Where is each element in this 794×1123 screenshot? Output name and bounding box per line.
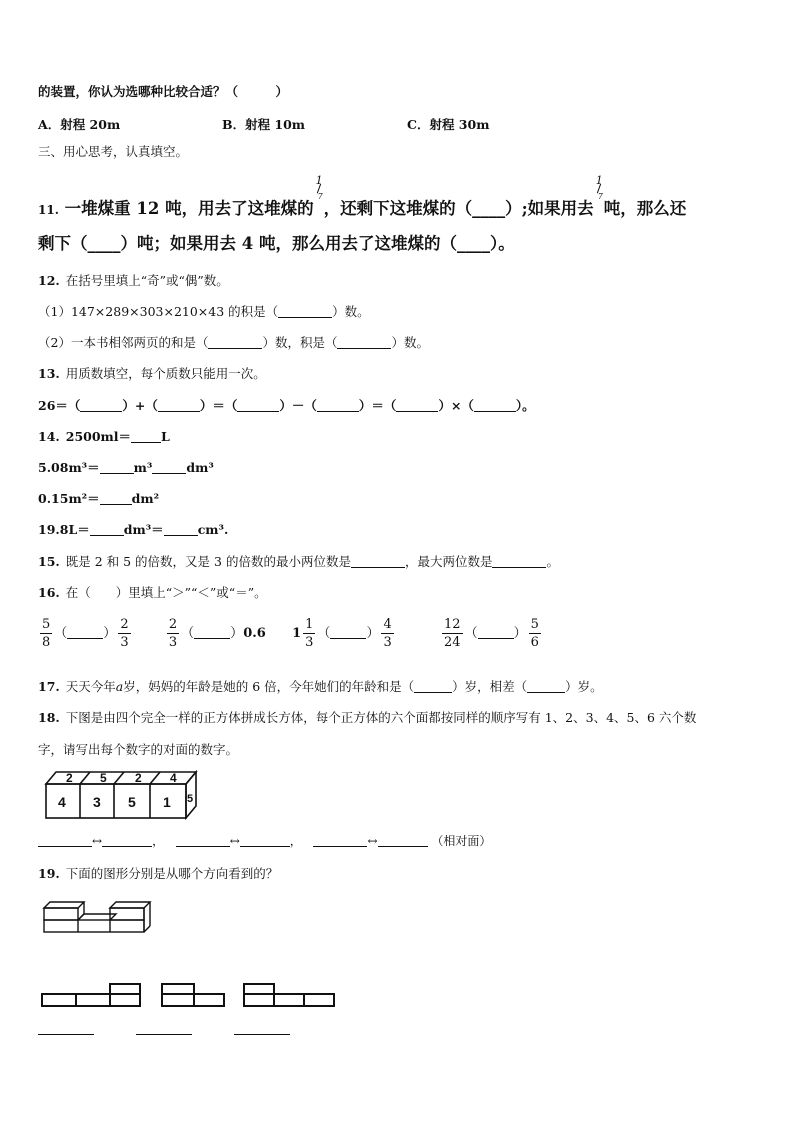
q15: 15. 既是 2 和 5 的倍数，又是 3 的倍数的最小两位数是 ，最大两位数是 。 <box>38 554 559 569</box>
front-digit: 3 <box>93 794 101 810</box>
q18-line-2: 字，请写出每个数字的对面的数字。 <box>38 742 239 757</box>
side-digit: 5 <box>187 793 194 805</box>
top-digit: 2 <box>66 771 73 785</box>
section-3-title: 三、用心思考，认真填空。 <box>38 144 189 159</box>
answer-blank[interactable] <box>378 834 428 847</box>
q19-title: 19. 下面的图形分别是从哪个方向看到的？ <box>38 866 279 881</box>
answer-blank[interactable] <box>176 834 230 847</box>
answer-blank[interactable] <box>100 492 132 505</box>
answer-blank[interactable] <box>527 680 565 693</box>
front-digit: 4 <box>58 794 66 810</box>
answer-blank[interactable] <box>152 461 186 474</box>
q11-line-2: 剩下（____）吨；如果用去 4 吨，那么用去了这堆煤的（____）。 <box>38 234 515 253</box>
answer-blank[interactable] <box>317 399 359 412</box>
q11-line-1: 11. 一堆煤重 12 吨，用去了这堆煤的 1 7 ，还剩下这堆煤的（____）;如果用去 1 7 吨，那么还 <box>38 174 687 218</box>
answer-blank[interactable] <box>208 336 262 349</box>
answer-blank[interactable] <box>237 399 279 412</box>
top-digit: 4 <box>170 771 177 785</box>
q12-sub2: （2）一本书相邻两页的和是（ ）数，积是（ ）数。 <box>38 335 429 350</box>
q11-fraction-2: 1 7 <box>595 174 603 201</box>
compare-blank[interactable] <box>194 626 230 639</box>
top-digit: 2 <box>135 771 142 785</box>
q16-item-3: 1 $\frac{1}{3}$ （ ） $\frac{4}{3}$ <box>292 617 392 650</box>
q16-item-1: $\frac{5}{8}$ （ ） $\frac{2}{3}$ <box>42 617 129 650</box>
answer-blank[interactable] <box>136 1022 192 1035</box>
q10-option-b[interactable]: B．射程 10m <box>222 117 306 132</box>
q16-title: 16. 在（ ）里填上“＞”“＜”或“＝”。 <box>38 585 267 600</box>
q10-question-tail: 的装置，你认为选哪种比较合适？（ ） <box>38 84 289 99</box>
q16-item-2: $\frac{2}{3}$ （ ）0.6 <box>168 617 266 650</box>
compare-blank[interactable] <box>478 626 514 639</box>
q13-title: 13. 用质数填空，每个质数只能用一次。 <box>38 366 266 381</box>
answer-blank[interactable] <box>102 834 152 847</box>
answer-blank[interactable] <box>234 1022 290 1035</box>
view-3 <box>244 984 334 1006</box>
cuboid-figure <box>42 770 202 820</box>
blocks-3d-figure <box>40 900 160 936</box>
answer-blank[interactable] <box>492 555 546 568</box>
q18-line-1: 18. 下图是由四个完全一样的正方体拼成长方体，每个正方体的六个面都按同样的顺序写有 1、2、3、4、5、6 六个数 <box>38 710 697 725</box>
q12-sub1: （1）147×289×303×210×43 的积是（ ）数。 <box>38 304 370 319</box>
q11-fraction-1: 1 7 <box>315 174 323 201</box>
answer-blank[interactable] <box>38 834 92 847</box>
front-digit: 5 <box>128 794 136 810</box>
q12-title: 12. 在括号里填上“奇”或“偶”数。 <box>38 273 229 288</box>
answer-blank[interactable] <box>240 834 290 847</box>
answer-blank[interactable] <box>90 523 124 536</box>
answer-blank[interactable] <box>80 399 122 412</box>
q11-number: 11. <box>38 203 59 217</box>
q10-option-a[interactable]: A．射程 20m <box>38 117 121 132</box>
q17: 17. 天天今年a岁，妈妈的年龄是她的 6 倍，今年她们的年龄和是（ ）岁，相差（ ）岁。 <box>38 679 603 694</box>
answer-blank[interactable] <box>337 336 391 349</box>
top-digit: 5 <box>100 771 107 785</box>
answer-blank[interactable] <box>100 461 134 474</box>
front-digit: 1 <box>163 794 171 810</box>
q14-line-2: 5.08m³＝ m³ dm³ <box>38 460 214 475</box>
q14-line-1: 14. 2500ml＝ L <box>38 429 170 444</box>
view-1 <box>42 984 140 1006</box>
compare-blank[interactable] <box>330 626 366 639</box>
q16-item-4: $\frac{12}{24}$ （ ） $\frac{5}{6}$ <box>444 617 539 650</box>
answer-blank[interactable] <box>164 523 198 536</box>
q13-equation: 26＝（ ）+（ ）＝（ ）－（ ）＝（ ）×（ ）。 <box>38 398 535 413</box>
views-figure <box>40 982 340 1008</box>
answer-blank[interactable] <box>351 555 405 568</box>
compare-blank[interactable] <box>67 626 103 639</box>
answer-blank[interactable] <box>158 399 200 412</box>
view-2 <box>162 984 224 1006</box>
q16-comparisons <box>38 618 543 649</box>
answer-blank[interactable] <box>38 1022 94 1035</box>
q10-option-c[interactable]: C．射程 30m <box>407 117 490 132</box>
answer-blank[interactable] <box>414 680 452 693</box>
q14-line-4: 19.8L＝ dm³＝ cm³. <box>38 522 229 537</box>
q18-answers: ↔ ， ↔ ， ↔ （相对面） <box>38 832 491 849</box>
answer-blank[interactable] <box>396 399 438 412</box>
answer-blank[interactable] <box>474 399 516 412</box>
q14-line-3: 0.15m²＝ dm² <box>38 491 160 506</box>
answer-blank[interactable] <box>313 834 367 847</box>
answer-blank[interactable] <box>278 305 332 318</box>
answer-blank[interactable] <box>131 430 161 443</box>
